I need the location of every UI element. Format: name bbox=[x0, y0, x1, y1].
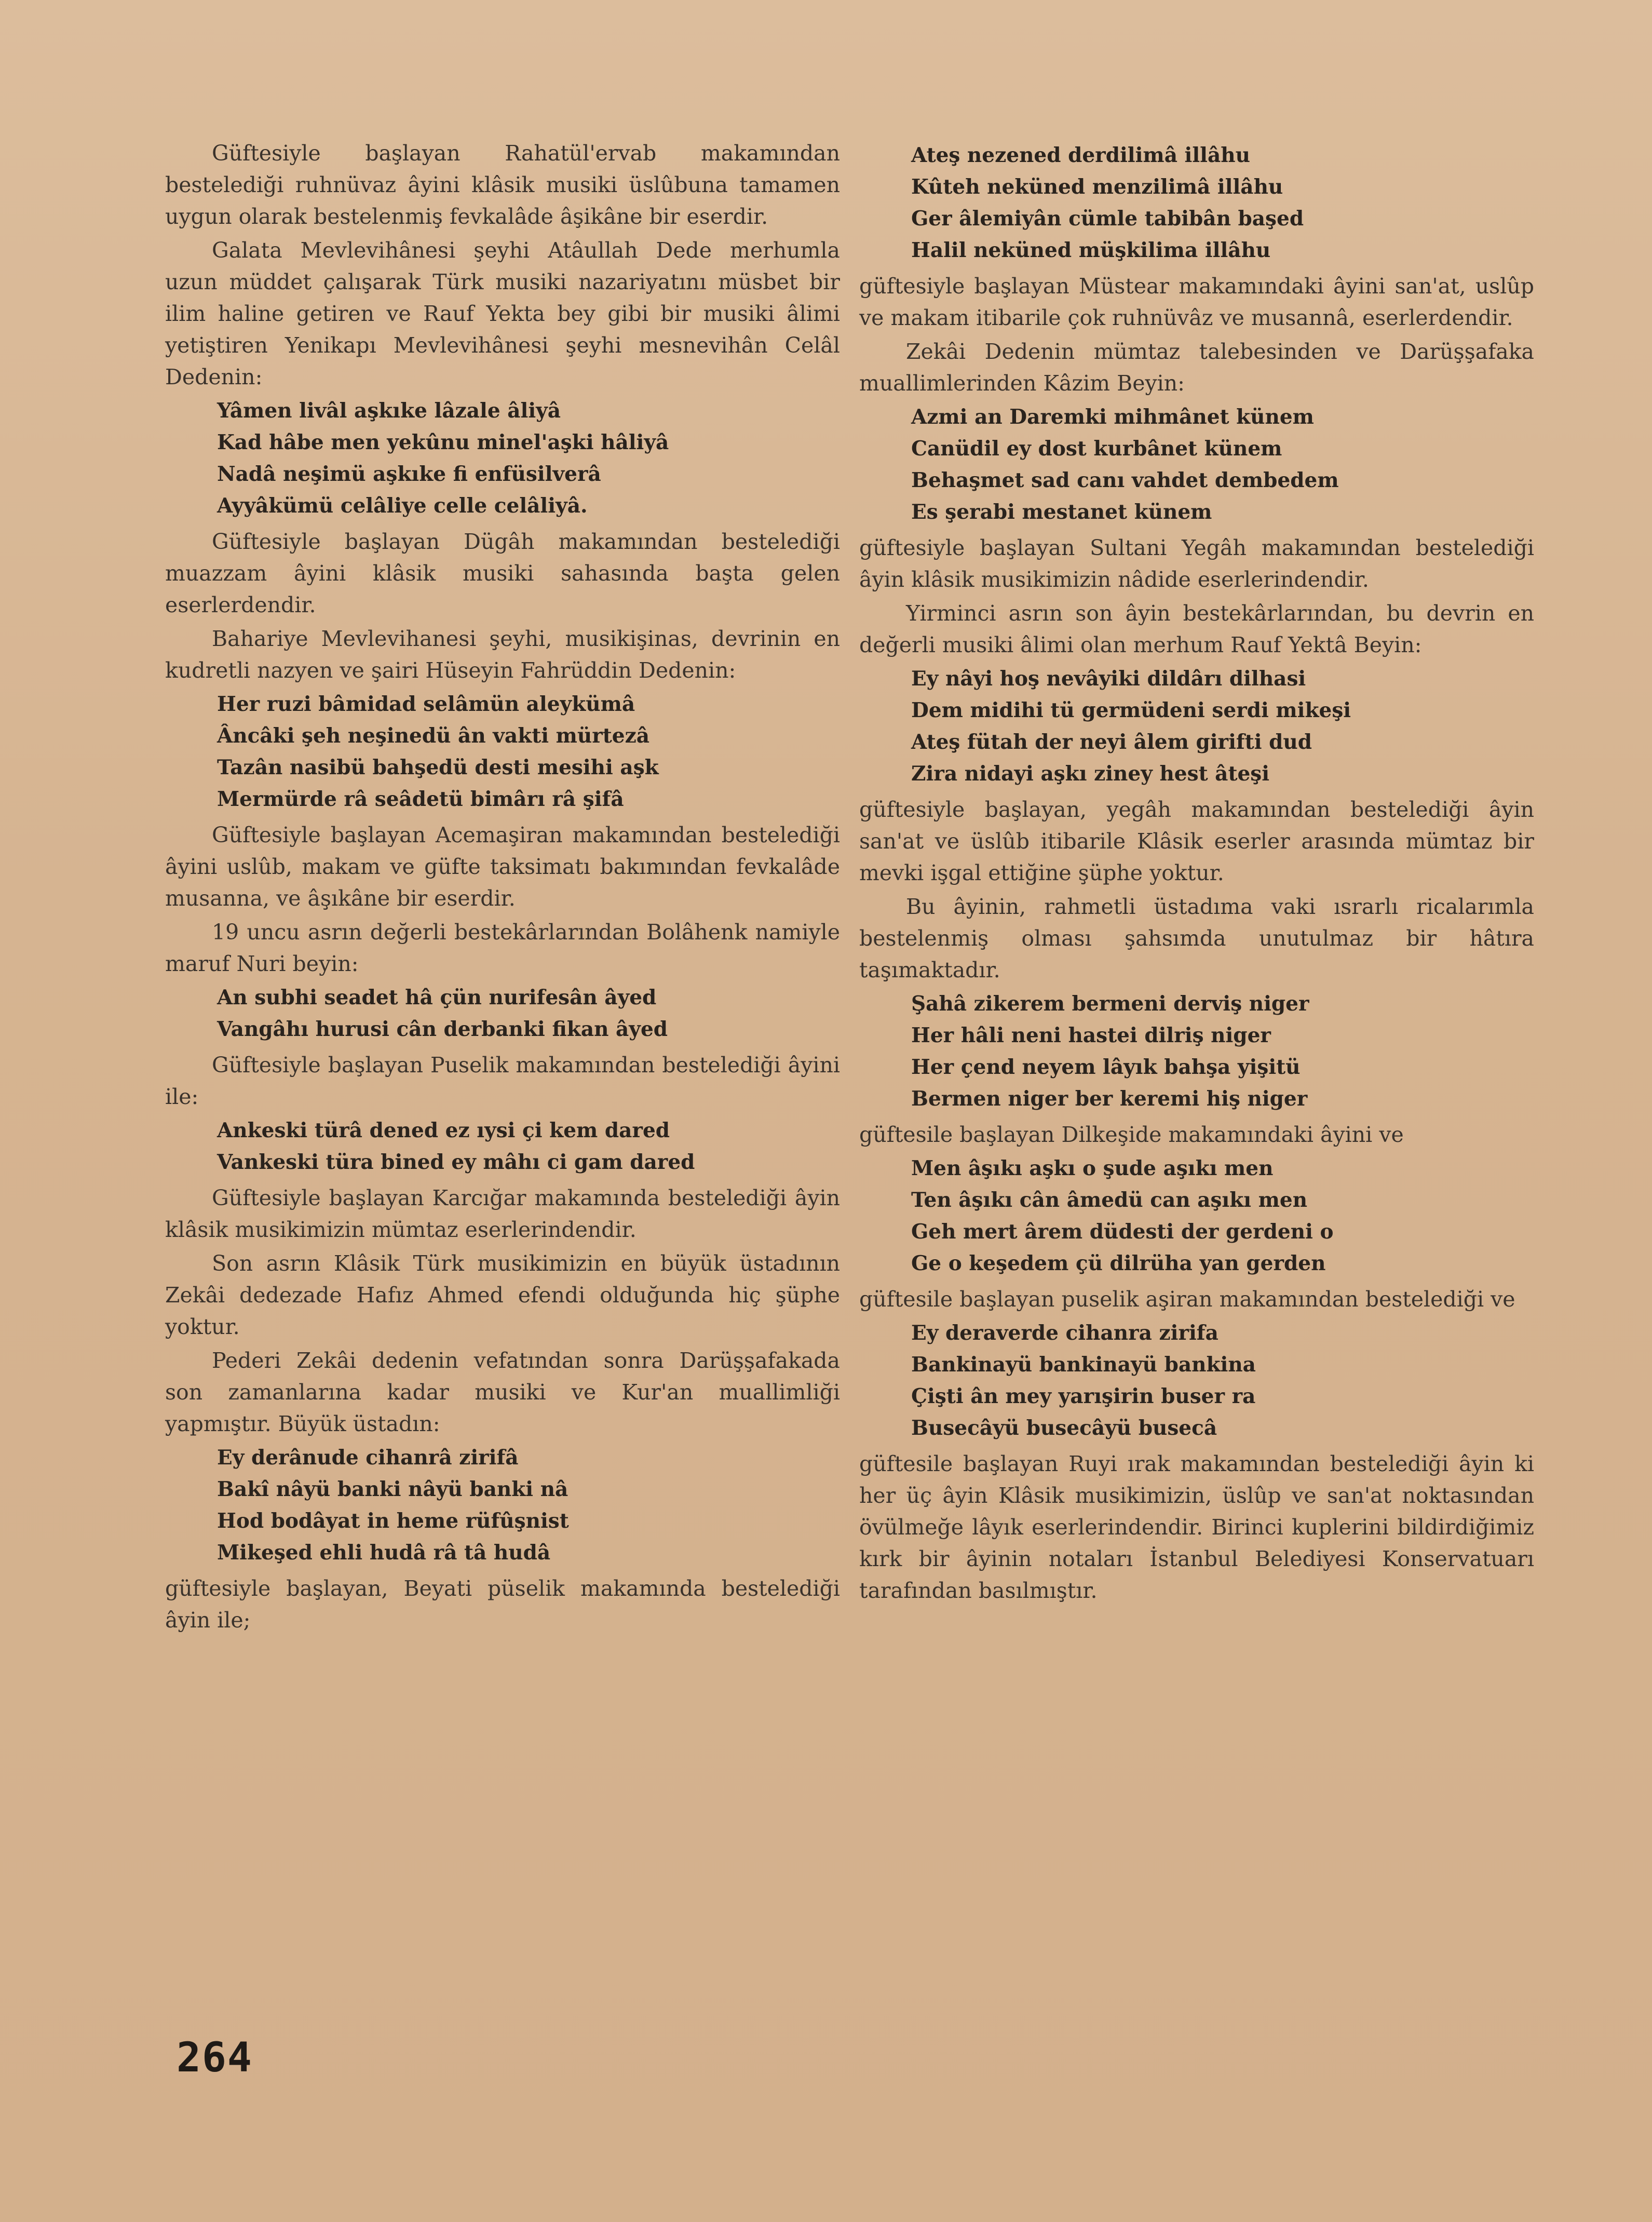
paragraph: Zekâi Dedenin mümtaz talebesinden ve Darüşşafaka muallimlerinden Kâzim Beyin: bbox=[859, 339, 1534, 396]
verse-block bbox=[859, 988, 1534, 1115]
verse-block bbox=[859, 1317, 1534, 1444]
paragraph: güftesile başlayan Ruyi ırak makamından bestelediği âyin ki her üç âyin Klâsik musikimizin, üslûp ve san'at noktasından övülmeğe lâyık eserlerindendir. Birinci kuplerini bildirdiğimiz kırk bir âyinin notaları İstanbul Belediyesi Konservatuarı tarafından basılmıştır. bbox=[859, 1451, 1534, 1603]
paragraph: Güftesiyle başlayan Dügâh makamından bestelediği muazzam âyini klâsik musiki sahasında başta gelen eserlerdendir. bbox=[165, 529, 840, 617]
paragraph: Yirminci asrın son âyin bestekârlarından, bu devrin en değerli musiki âlimi olan merhum Rauf Yektâ Beyin: bbox=[859, 601, 1534, 657]
verse-line: Busecâyü busecâyü busecâ bbox=[911, 1416, 1217, 1440]
page-number: 264 bbox=[177, 2035, 253, 2081]
paragraph: Güftesiyle başlayan Karcığar makamında bestelediği âyin klâsik musikimizin mümtaz eserlerindendir. bbox=[165, 1186, 840, 1242]
verse-line: Ten âşıkı cân âmedü can aşıkı men bbox=[911, 1188, 1308, 1212]
verse-line: Ayyâkümü celâliye celle celâliyâ. bbox=[217, 494, 588, 518]
verse-line: Her hâli neni hastei dilriş niger bbox=[911, 1024, 1271, 1047]
verse-line: Kad hâbe men yekûnu minel'aşki hâliyâ bbox=[217, 430, 669, 454]
paragraph: 19 uncu asrın değerli bestekârlarından Bolâhenk namiyle maruf Nuri beyin: bbox=[165, 920, 840, 976]
verse-line: Es şerabi mestanet künem bbox=[911, 500, 1212, 524]
verse-line: Mikeşed ehli hudâ râ tâ hudâ bbox=[217, 1541, 551, 1565]
paragraph: Bu âyinin, rahmetli üstadıma vaki ısrarlı ricalarımla bestelenmiş olması şahsımda unutulmaz bir hâtıra taşımaktadır. bbox=[859, 894, 1534, 982]
verse-block bbox=[165, 982, 840, 1045]
paragraph: Güftesiyle başlayan Acemaşiran makamından bestelediği âyini uslûb, makam ve güfte taksimatı bakımından fevkalâde musanna, ve âşıkâne bir eserdir. bbox=[165, 823, 840, 911]
verse-block bbox=[859, 663, 1534, 790]
paragraph: Güftesiyle başlayan Puselik makamından bestelediği âyini ile: bbox=[165, 1053, 840, 1109]
verse-line: Ey nâyi hoş nevâyiki dildârı dilhasi bbox=[911, 667, 1306, 691]
verse-line: Behaşmet sad canı vahdet dembedem bbox=[911, 468, 1339, 492]
verse-line: Ey deraverde cihanra zirifa bbox=[911, 1321, 1218, 1345]
verse-line: Azmi an Daremki mihmânet künem bbox=[911, 405, 1314, 429]
verse-line: Ger âlemiyân cümle tabibân başed bbox=[911, 207, 1304, 231]
verse-line: Yâmen livâl aşkıke lâzale âliyâ bbox=[217, 399, 561, 423]
verse-line: Bankinayü bankinayü bankina bbox=[911, 1353, 1256, 1377]
verse-line: Her çend neyem lâyık bahşa yişitü bbox=[911, 1055, 1301, 1079]
verse-line: Nadâ neşimü aşkıke fi enfüsilverâ bbox=[217, 462, 601, 486]
verse-block bbox=[165, 1115, 840, 1178]
verse-block bbox=[165, 1442, 840, 1569]
verse-line: Ateş fütah der neyi âlem girifti dud bbox=[911, 730, 1312, 754]
verse-line: Şahâ zikerem bermeni derviş niger bbox=[911, 992, 1309, 1016]
verse-line: Vangâhı hurusi cân derbanki fikan âyed bbox=[217, 1017, 668, 1041]
verse-line: Canüdil ey dost kurbânet künem bbox=[911, 437, 1282, 461]
left-column bbox=[165, 138, 840, 1638]
verse-block bbox=[859, 140, 1534, 266]
verse-block bbox=[165, 395, 840, 522]
verse-line: Bakî nâyü banki nâyü banki nâ bbox=[217, 1477, 568, 1501]
verse-line: Kûteh neküned menzilimâ illâhu bbox=[911, 175, 1283, 199]
paragraph: Son asrın Klâsik Türk musikimizin en büyük üstadının Zekâi dedezade Hafız Ahmed efendi olduğunda hiç şüphe yoktur. bbox=[165, 1251, 840, 1339]
verse-line: Her ruzi bâmidad selâmün aleykümâ bbox=[217, 692, 635, 716]
right-column bbox=[859, 138, 1534, 1609]
verse-line: Dem midihi tü germüdeni serdi mikeşi bbox=[911, 698, 1351, 722]
paragraph: Güftesiyle başlayan Rahatül'ervab makamından bestelediği ruhnüvaz âyini klâsik musiki üslûbuna tamamen uygun olarak bestelenmiş fevkalâde âşikâne bir eserdir. bbox=[165, 141, 840, 229]
verse-line: Çişti ân mey yarışirin buser ra bbox=[911, 1384, 1256, 1408]
verse-line: Halil neküned müşkilima illâhu bbox=[911, 238, 1271, 262]
verse-line: Tazân nasibü bahşedü desti mesihi aşk bbox=[217, 756, 659, 779]
paragraph: güftesiyle başlayan, yegâh makamından bestelediği âyin san'at ve üslûb itibarile Klâsik eserler arasında mümtaz bir mevki işgal ettiğine şüphe yoktur. bbox=[859, 797, 1534, 885]
verse-line: Vankeski türa bined ey mâhı ci gam dared bbox=[217, 1150, 695, 1174]
verse-block bbox=[859, 1153, 1534, 1280]
verse-line: Ankeski türâ dened ez ıysi çi kem dared bbox=[217, 1119, 670, 1142]
paragraph: güftesile başlayan Dilkeşide makamındaki âyini ve bbox=[859, 1122, 1404, 1147]
paragraph: güftesiyle başlayan Sultani Yegâh makamından bestelediği âyin klâsik musikimizin nâdide eserlerindendir. bbox=[859, 535, 1534, 592]
paragraph: güftesiyle başlayan Müstear makamındaki âyini san'at, uslûp ve makam itibarile çok ruhnüvâz ve musannâ, eserlerdendir. bbox=[859, 274, 1534, 330]
verse-line: Mermürde râ seâdetü bimârı râ şifâ bbox=[217, 787, 624, 811]
paragraph: güftesile başlayan puselik aşiran makamından bestelediği ve bbox=[859, 1287, 1515, 1312]
paragraph: güftesiyle başlayan, Beyati püselik makamında bestelediği âyin ile; bbox=[165, 1576, 840, 1633]
paragraph: Bahariye Mevlevihanesi şeyhi, musikişinas, devrinin en kudretli nazyen ve şairi Hüseyin Fahrüddin Dedenin: bbox=[165, 626, 840, 683]
verse-line: Ge o keşedem çü dilrüha yan gerden bbox=[911, 1251, 1326, 1275]
verse-line: Geh mert ârem düdesti der gerdeni o bbox=[911, 1220, 1334, 1244]
verse-line: Ey derânude cihanrâ zirifâ bbox=[217, 1446, 519, 1470]
verse-line: Bermen niger ber keremi hiş niger bbox=[911, 1087, 1308, 1111]
verse-line: Âncâki şeh neşinedü ân vakti mürtezâ bbox=[217, 724, 650, 748]
verse-line: Hod bodâyat in heme rüfûşnist bbox=[217, 1509, 569, 1533]
paragraph: Pederi Zekâi dedenin vefatından sonra Darüşşafakada son zamanlarına kadar musiki ve Kur'an muallimliği yapmıştır. Büyük üstadın: bbox=[165, 1348, 840, 1436]
verse-line: Ateş nezened derdilimâ illâhu bbox=[911, 143, 1250, 167]
verse-line: An subhi seadet hâ çün nurifesân âyed bbox=[217, 986, 657, 1009]
verse-block bbox=[859, 401, 1534, 528]
paragraph: Galata Mevlevihânesi şeyhi Atâullah Dede merhumla uzun müddet çalışarak Türk musiki nazariyatını müsbet bir ilim haline getiren ve Rauf Yekta bey gibi bir musiki âlimi yetiştiren Yenikapı Mevlevihânesi şeyhi mesnevihân Celâl Dedenin: bbox=[165, 238, 840, 389]
verse-line: Zira nidayi aşkı ziney hest âteşi bbox=[911, 762, 1270, 786]
verse-block bbox=[165, 689, 840, 815]
verse-line: Men âşıkı aşkı o şude aşıkı men bbox=[911, 1156, 1274, 1180]
